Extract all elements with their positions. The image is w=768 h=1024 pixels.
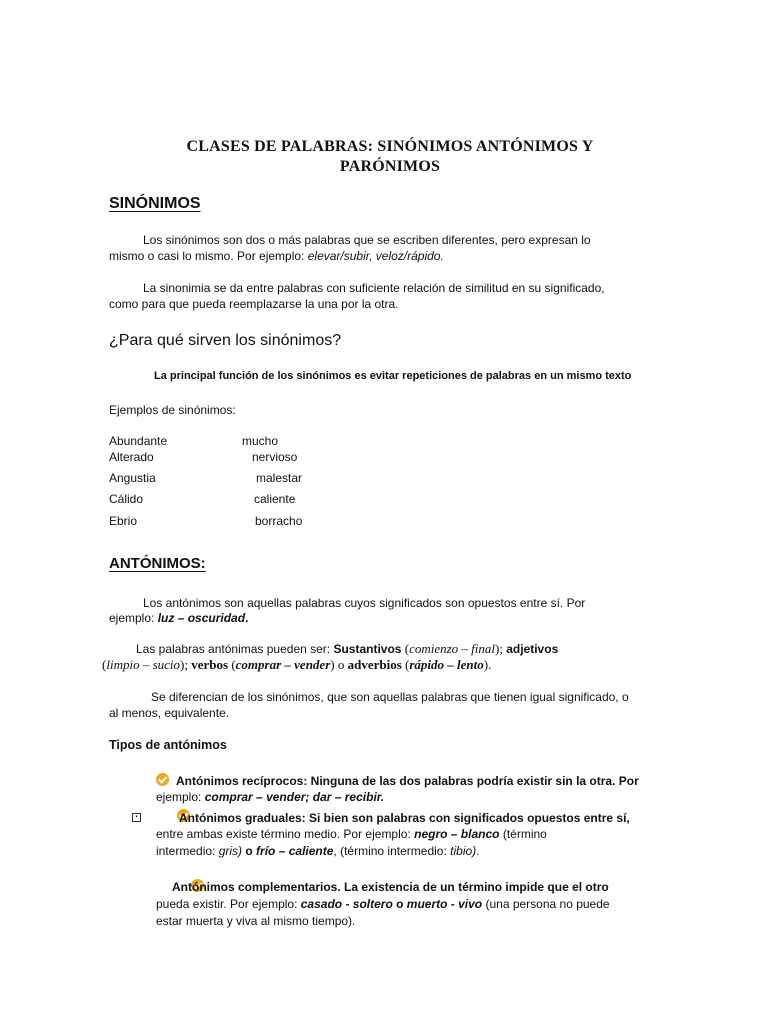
sinonimos-example-words: elevar/subir, veloz/rápido. bbox=[307, 249, 444, 263]
sinonimos-question-heading: ¿Para qué sirven los sinónimos? bbox=[109, 332, 342, 349]
antonimos-paragraph1-line1: Los antónimos son aquellas palabras cuyos significados son opuestos entre sí. Por bbox=[143, 596, 586, 610]
type-reciprocos-line2: ejemplo: comprar – vender; dar – recibir. bbox=[156, 790, 385, 804]
sinonimos-paragraph2-line2: como para que pueda reemplazarse la una por la otra. bbox=[109, 297, 399, 311]
sinonimos-paragraph1-line2: mismo o casi lo mismo. Por ejemplo: elevar/subir, veloz/rápido. bbox=[109, 249, 444, 263]
type-complementarios-line3: estar muerta y viva al mismo tiempo). bbox=[156, 914, 356, 928]
antonimos-paragraph3-line1: Se diferencian de los sinónimos, que son aquellas palabras que tienen igual significado, o bbox=[151, 690, 629, 704]
type-reciprocos-line1: Antónimos recíprocos: Ninguna de las dos palabras podría existir sin la otra. Por bbox=[176, 774, 639, 788]
example-word: Ebrio bbox=[109, 514, 138, 528]
example-word: Alterado bbox=[109, 450, 154, 464]
example-synonym: borracho bbox=[255, 514, 303, 528]
type-complementarios-line1: Antónimos complementarios. La existencia de un término impide que el otro bbox=[172, 880, 609, 894]
example-word: Angustia bbox=[109, 471, 156, 485]
list-marker-icon: ▪ bbox=[132, 813, 141, 822]
sinonimos-paragraph1-line1: Los sinónimos son dos o más palabras que se escriben diferentes, pero expresan lo bbox=[143, 233, 591, 247]
example-word: Abundante bbox=[109, 434, 168, 448]
sinonimos-paragraph2-line1: La sinonimia se da entre palabras con suficiente relación de similitud en su significado, bbox=[143, 281, 605, 295]
section-heading-antonimos: ANTÓNIMOS: bbox=[109, 555, 206, 572]
type-graduales-line1: Antónimos graduales: Si bien son palabras con significados opuestos entre sí, bbox=[179, 811, 630, 825]
section-heading-sinonimos: SINÓNIMOS bbox=[109, 195, 201, 212]
example-word: Cálido bbox=[109, 492, 144, 506]
type-graduales-line2: entre ambas existe término medio. Por ejemplo: negro – blanco (término bbox=[156, 827, 547, 841]
type-graduales-line3: intermedio: gris) o frío – caliente, (término intermedio: tibio). bbox=[156, 844, 480, 858]
antonimos-paragraph2-line1: Las palabras antónimas pueden ser: Sustantivos (comienzo – final); adjetivos bbox=[136, 641, 559, 656]
example-synonym: nervioso bbox=[252, 450, 298, 464]
document-title-line2: PARÓNIMOS bbox=[339, 158, 441, 175]
antonimos-paragraph1-line2: ejemplo: luz – oscuridad. bbox=[109, 611, 249, 625]
type-complementarios-line2: pueda existir. Por ejemplo: casado - soltero o muerto - vivo (una persona no puede bbox=[156, 897, 610, 911]
example-synonym: caliente bbox=[254, 492, 296, 506]
sinonimos-examples-title: Ejemplos de sinónimos: bbox=[109, 403, 236, 417]
example-synonym: mucho bbox=[242, 434, 279, 448]
antonimos-types-title: Tipos de antónimos bbox=[109, 738, 227, 752]
check-icon bbox=[156, 773, 169, 786]
antonimos-paragraph2-line2: (limpio – sucio); verbos (comprar – vender) o adverbios (rápido – lento). bbox=[102, 657, 492, 672]
sinonimos-purpose: La principal función de los sinónimos es evitar repeticiones de palabras en un mismo texto bbox=[154, 370, 632, 382]
antonimos-paragraph3-line2: al menos, equivalente. bbox=[109, 706, 230, 720]
example-synonym: malestar bbox=[256, 471, 303, 485]
document-title-line1: CLASES DE PALABRAS: SINÓNIMOS ANTÓNIMOS Y bbox=[186, 138, 594, 155]
